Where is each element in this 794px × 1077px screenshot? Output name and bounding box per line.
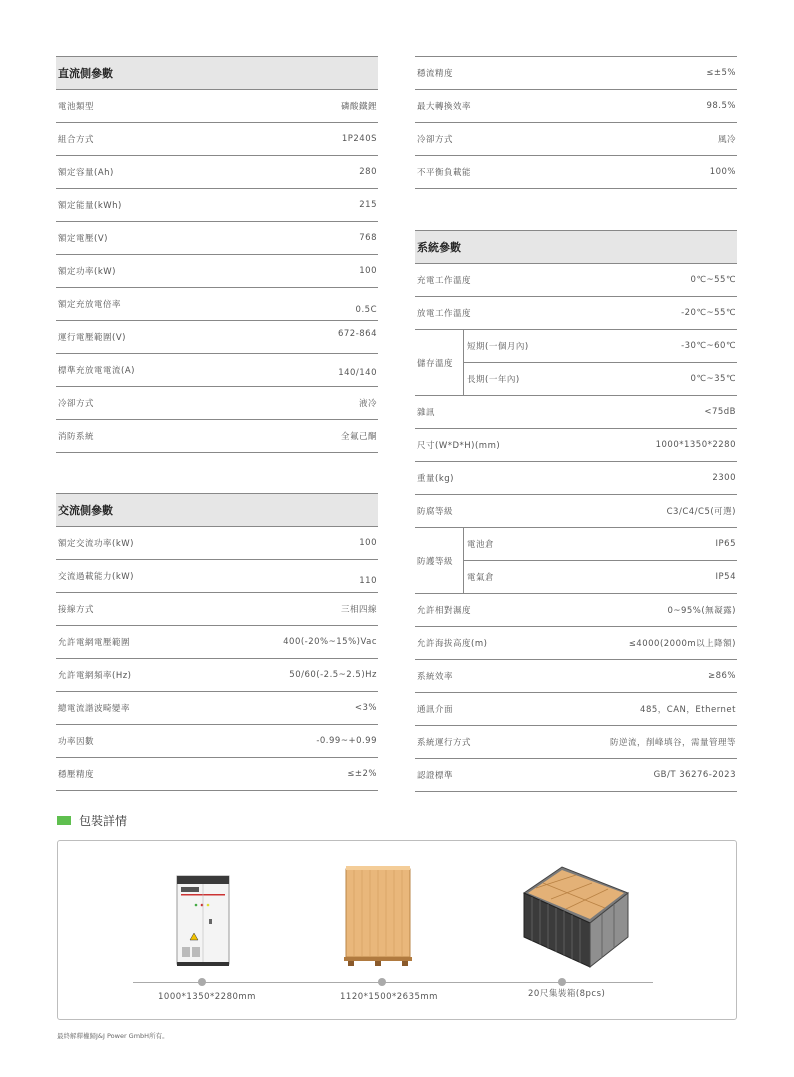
row-label: 運行電壓範圍(V) xyxy=(58,333,126,343)
system-spec-table xyxy=(415,230,737,792)
timeline-dot xyxy=(558,978,566,986)
dc-row-voltage-range xyxy=(56,321,378,354)
row-label: 消防系統 xyxy=(58,432,95,442)
row-label: 不平衡負載能 xyxy=(417,168,472,178)
row-value: 磷酸鐵鋰 xyxy=(340,102,377,112)
sys-row-weight xyxy=(415,462,737,495)
timeline-dot xyxy=(378,978,386,986)
dc-row-cooling xyxy=(56,387,378,420)
ac-row-max-efficiency xyxy=(415,90,737,123)
ac-row-grid-voltage xyxy=(56,626,378,659)
ac-row-unbalanced-load xyxy=(415,156,737,189)
dc-spec-table xyxy=(56,56,378,453)
sub-label: 電氣倉 xyxy=(467,573,495,583)
group-label: 防護等級 xyxy=(415,528,464,593)
row-label: 充電工作溫度 xyxy=(417,276,472,286)
group-subrows xyxy=(464,528,737,593)
packaging-heading xyxy=(57,812,127,829)
dc-section-title: 直流側參數 xyxy=(56,57,378,90)
ac-row-power-factor xyxy=(56,725,378,758)
row-value: 768 xyxy=(359,233,377,243)
row-value: 0.5C xyxy=(355,305,377,315)
row-label: 允許電網電壓範圍 xyxy=(58,638,131,648)
sys-row-operation-mode xyxy=(415,726,737,759)
group-label: 儲存溫度 xyxy=(415,330,464,395)
dc-row-configuration xyxy=(56,123,378,156)
row-value: 280 xyxy=(359,167,377,177)
sys-row-humidity xyxy=(415,594,737,627)
row-value: 0℃~55℃ xyxy=(690,275,736,285)
footer-note: 最終解釋權歸J&J Power GmbH所有。 xyxy=(57,1032,169,1040)
dc-row-current xyxy=(56,354,378,387)
row-label: 雜訊 xyxy=(417,408,436,418)
row-value: ≤±5% xyxy=(706,68,736,78)
row-value: 140/140 xyxy=(338,368,377,378)
row-value: 672-864 xyxy=(337,329,377,339)
row-value: 2300 xyxy=(712,473,736,483)
row-label: 額定電壓(V) xyxy=(58,234,108,244)
row-value: 400(-20%~15%)Vac xyxy=(283,637,377,647)
cabinet-image xyxy=(176,875,230,967)
row-label: 防腐等級 xyxy=(417,507,454,517)
row-label: 冷卻方式 xyxy=(58,399,95,409)
row-value: 50/60(-2.5~2.5)Hz xyxy=(289,670,377,680)
package-label-crate: 1120*1500*2635mm xyxy=(340,992,438,1002)
row-label: 允許海拔高度(m) xyxy=(417,639,488,649)
row-label: 組合方式 xyxy=(58,135,95,145)
row-label: 額定功率(kW) xyxy=(58,267,116,277)
row-value: ≥86% xyxy=(707,671,736,681)
sys-row-noise xyxy=(415,396,737,429)
container-image xyxy=(516,863,634,971)
sub-label: 電池倉 xyxy=(467,540,495,550)
row-label: 額定交流功率(kW) xyxy=(58,539,134,549)
row-value: 1000*1350*2280 xyxy=(655,440,736,450)
row-label: 穩流精度 xyxy=(417,69,454,79)
group-subrows xyxy=(464,330,737,395)
packaging-panel xyxy=(57,840,737,1020)
row-label: 交流過載能力(kW) xyxy=(58,572,134,582)
dc-row-power xyxy=(56,255,378,288)
dc-row-battery-type xyxy=(56,90,378,123)
row-value: <3% xyxy=(354,703,377,713)
ac-section-title: 交流側參數 xyxy=(56,494,378,527)
row-label: 尺寸(W*D*H)(mm) xyxy=(417,441,501,451)
row-label: 系統效率 xyxy=(417,672,454,682)
sys-row-anticorrosion xyxy=(415,495,737,528)
row-value: 三相四線 xyxy=(340,605,377,615)
row-label: 額定容量(Ah) xyxy=(58,168,114,178)
row-value: 100 xyxy=(359,266,377,276)
row-value: 110 xyxy=(359,576,377,586)
row-label: 總電流諧波畸變率 xyxy=(58,704,131,714)
protection-battery xyxy=(464,528,737,560)
sys-group-protection xyxy=(415,528,737,594)
row-label: 放電工作溫度 xyxy=(417,309,472,319)
row-value: 風冷 xyxy=(717,135,736,145)
storage-long-term xyxy=(464,362,737,395)
row-label: 電池類型 xyxy=(58,102,95,112)
row-label: 認證標準 xyxy=(417,771,454,781)
row-value: C3/C4/C5(可選) xyxy=(666,507,736,517)
ac-spec-table xyxy=(56,493,378,791)
protection-electric xyxy=(464,560,737,593)
row-value: 98.5% xyxy=(706,101,736,111)
timeline-line xyxy=(133,982,653,983)
ac-row-voltage-accuracy xyxy=(56,758,378,791)
row-label: 最大轉換效率 xyxy=(417,102,472,112)
sub-label: 長期(一年內) xyxy=(467,375,520,385)
row-value: -20℃~55℃ xyxy=(681,308,736,318)
packaging-title: 包裝詳情 xyxy=(79,814,128,828)
row-value: 485，CAN，Ethernet xyxy=(640,705,736,715)
sub-label: 短期(一個月內) xyxy=(467,342,529,352)
row-label: 冷卻方式 xyxy=(417,135,454,145)
row-value: -0.99~+0.99 xyxy=(316,736,377,746)
row-value: 防逆流，削峰填谷，需量管理等 xyxy=(609,738,736,748)
row-label: 標準充放電電流(A) xyxy=(58,366,135,376)
row-value: 全氟己酮 xyxy=(340,432,377,442)
section-gap xyxy=(415,189,737,230)
row-label: 功率因數 xyxy=(58,737,95,747)
row-label: 允許相對濕度 xyxy=(417,606,472,616)
section-gap xyxy=(56,453,378,493)
row-value: 100% xyxy=(709,167,736,177)
ac-continued-table xyxy=(415,56,737,189)
dc-row-fire xyxy=(56,420,378,453)
row-value: GB/T 36276-2023 xyxy=(653,770,736,780)
sub-value: 0℃~35℃ xyxy=(690,374,736,384)
row-label: 重量(kg) xyxy=(417,474,454,484)
left-column xyxy=(56,56,378,791)
row-label: 系統運行方式 xyxy=(417,738,472,748)
sys-row-charge-temp xyxy=(415,264,737,297)
row-value: 215 xyxy=(359,200,377,210)
dc-row-voltage xyxy=(56,222,378,255)
sys-row-communication xyxy=(415,693,737,726)
ac-row-grid-frequency xyxy=(56,659,378,692)
row-value: ≤4000(2000m以上降額) xyxy=(628,639,736,649)
ac-row-overload xyxy=(56,560,378,593)
sub-value: -30℃~60℃ xyxy=(681,341,736,351)
row-value: 0~95%(無凝露) xyxy=(667,606,736,616)
ac-row-thd xyxy=(56,692,378,725)
package-label-container: 20尺集裝箱(8pcs) xyxy=(528,989,606,999)
row-value: <75dB xyxy=(704,407,736,417)
timeline-dot xyxy=(198,978,206,986)
ac-row-current-accuracy xyxy=(415,57,737,90)
dc-row-c-rate xyxy=(56,288,378,321)
dc-row-energy xyxy=(56,189,378,222)
sys-row-altitude xyxy=(415,627,737,660)
sys-row-standard xyxy=(415,759,737,792)
row-value: 1P240S xyxy=(341,134,377,144)
package-label-cabinet: 1000*1350*2280mm xyxy=(158,992,256,1002)
ac-row-wiring xyxy=(56,593,378,626)
system-section-title: 系統參數 xyxy=(415,231,737,264)
storage-short-term xyxy=(464,330,737,362)
sub-value: IP54 xyxy=(715,572,736,582)
sys-row-size xyxy=(415,429,737,462)
section-marker-icon xyxy=(57,816,71,825)
row-value: ≤±2% xyxy=(347,769,377,779)
row-label: 穩壓精度 xyxy=(58,770,95,780)
row-label: 額定能量(kWh) xyxy=(58,201,122,211)
row-label: 接線方式 xyxy=(58,605,95,615)
right-column xyxy=(415,56,737,792)
dc-row-capacity xyxy=(56,156,378,189)
sub-value: IP65 xyxy=(715,539,736,549)
ac-row-power xyxy=(56,527,378,560)
wooden-crate-image xyxy=(344,865,414,967)
sys-row-discharge-temp xyxy=(415,297,737,330)
ac-row-cooling xyxy=(415,123,737,156)
row-label: 額定充放電倍率 xyxy=(58,300,122,310)
row-value: 液冷 xyxy=(358,399,377,409)
row-label: 允許電網頻率(Hz) xyxy=(58,671,132,681)
row-value: 100 xyxy=(359,538,377,548)
sys-group-storage-temp xyxy=(415,330,737,396)
sys-row-efficiency xyxy=(415,660,737,693)
row-label: 通訊介面 xyxy=(417,705,454,715)
